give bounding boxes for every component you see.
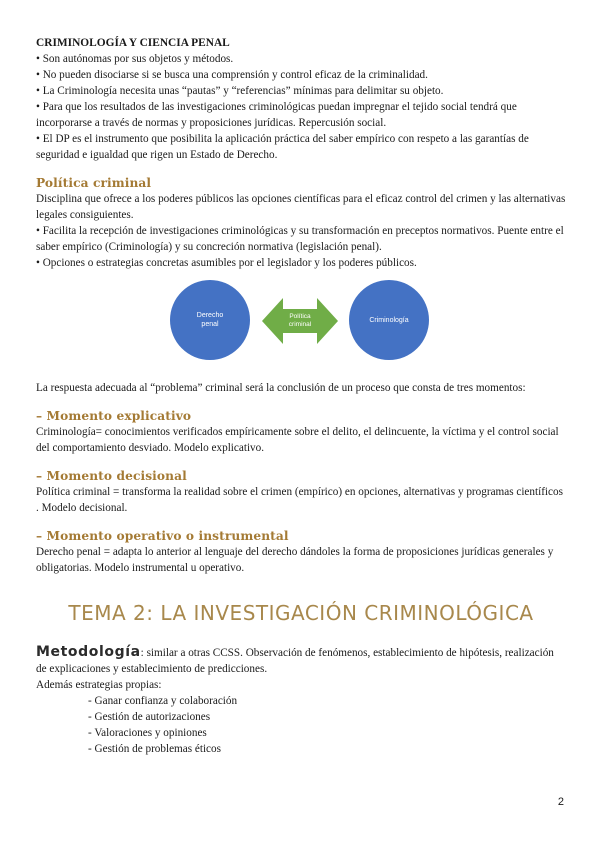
section-heading-metodologia: Metodología xyxy=(36,644,141,660)
paragraph: Además estrategias propias: xyxy=(36,679,162,691)
bullet-item: • Son autónomas por sus objetos y métodos. xyxy=(36,53,234,65)
list-item: - Gestión de autorizaciones xyxy=(88,711,211,723)
chapter-title: TEMA 2: LA INVESTIGACIÓN CRIMINOLÓGICA xyxy=(68,601,534,625)
circle-label: Derecho penal xyxy=(196,312,224,328)
bullet-item: • No pueden disociarse si se busca una comprensión y control eficaz de la criminalidad. xyxy=(36,69,428,81)
bullet-item: • Opciones o estrategias concretas asumibles por el legislador y los poderes públicos. xyxy=(36,257,417,269)
paragraph: Criminología= conocimientos verificados empíricamente sobre el delito, el delincuente, la víctima y el control social del comportamiento desviado. Modelo explicativo. xyxy=(36,426,559,454)
section-heading-momento-explicativo: – Momento explicativo xyxy=(36,409,192,423)
arrow-label: Política criminal xyxy=(288,313,312,328)
page-content xyxy=(36,36,566,757)
circle-label: Criminología xyxy=(369,316,409,324)
paragraph: Disciplina que ofrece a los poderes públicos las opciones científicas para el eficaz control del crimen y las alternativas legales consiguientes. xyxy=(36,193,566,221)
section-heading-momento-operativo: – Momento operativo o instrumental xyxy=(36,529,289,543)
section-heading-momento-decisional: – Momento decisional xyxy=(36,469,187,483)
paragraph: La respuesta adecuada al “problema” criminal será la conclusión de un proceso que consta de tres momentos: xyxy=(36,382,526,394)
strategy-list xyxy=(36,693,566,757)
list-item: - Gestión de problemas éticos xyxy=(88,743,221,755)
list-item: - Valoraciones y opiniones xyxy=(88,727,207,739)
list-item: - Ganar confianza y colaboración xyxy=(88,695,238,707)
bullet-item: • Facilita la recepción de investigaciones criminológicas y su transformación en preceptos normativos. Puente entre el saber empírico (Criminología) y su concreción normativa (legislación penal). xyxy=(36,225,564,253)
bullet-item: • La Criminología necesita unas “pautas” y “referencias” mínimas para delimitar su objeto. xyxy=(36,85,444,97)
metodologia-text: : similar a otras CCSS. Observación de fenómenos, establecimiento de hipótesis, realización de explicaciones y establecimiento de predicciones. xyxy=(36,647,554,675)
section-heading-politica-criminal: Política criminal xyxy=(36,176,152,190)
paragraph: Derecho penal = adapta lo anterior al lenguaje del derecho dándoles la forma de proposiciones jurídicas generales y obligatorias. Modelo instrumental u operativo. xyxy=(36,546,554,574)
paragraph-metodologia xyxy=(36,644,566,677)
paragraph: Política criminal = transforma la realidad sobre el crimen (empírico) en opciones, alternativas y programas científicos . Modelo decisional. xyxy=(36,486,563,514)
page-number: 2 xyxy=(557,796,564,808)
bullet-item: • El DP es el instrumento que posibilita la aplicación práctica del saber empírico con respeto a las garantías de seguridad e igualdad que rigen un Estado de Derecho. xyxy=(36,133,529,161)
bullet-item: • Para que los resultados de las investigaciones criminológicas puedan impregnar el tejido social tendrá que incorporarse a través de normas y proposiciones jurídicas. Repercusión social. xyxy=(36,101,517,129)
section-heading-criminologia: CRIMINOLOGÍA Y CIENCIA PENAL xyxy=(36,37,230,49)
relationship-diagram xyxy=(36,280,566,378)
double-arrow xyxy=(262,298,338,344)
circle-criminologia xyxy=(349,280,429,360)
circle-derecho-penal xyxy=(170,280,250,360)
